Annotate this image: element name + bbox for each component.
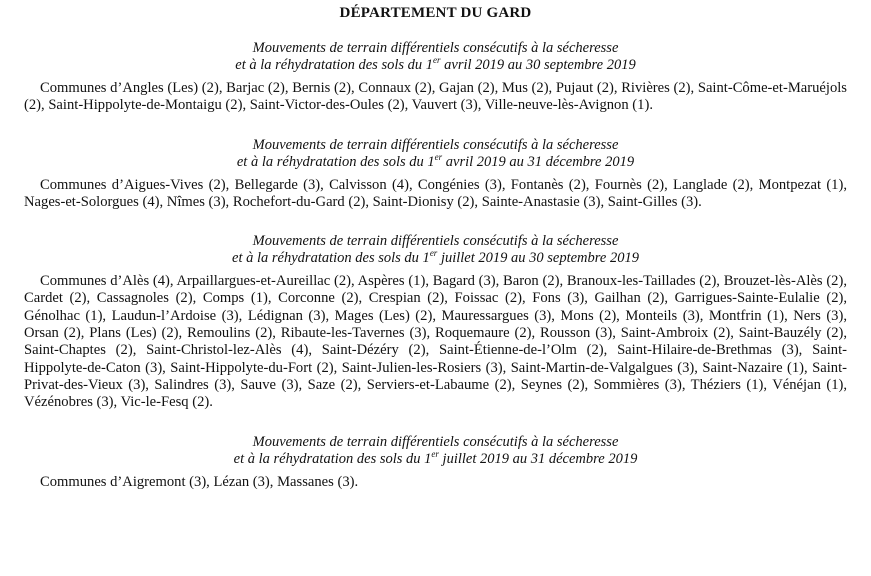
department-title: DÉPARTEMENT DU GARD [339, 5, 532, 21]
heading-line-1: Mouvements de terrain différentiels consécutifs à la sécheresse [252, 433, 619, 450]
heading-line-1: Mouvements de terrain différentiels consécutifs à la sécheresse [252, 233, 619, 250]
heading-suffix: avril 2019 au 31 décembre 2019 [442, 153, 635, 170]
heading-sup: er [433, 55, 441, 66]
heading-suffix: juillet 2019 au 31 décembre 2019 [438, 450, 638, 467]
heading-suffix: juillet 2019 au 30 septembre 2019 [437, 250, 639, 267]
heading-prefix: et à la réhydratation des sols du 1 [232, 250, 430, 267]
section-1 [24, 40, 847, 115]
heading-line-2 [24, 448, 847, 468]
heading-sup: er [431, 448, 439, 459]
heading-prefix: et à la réhydratation des sols du 1 [236, 153, 435, 170]
communes-list: Communes d’Aigues-Vives (2), Bellegarde (3), Calvisson (4), Congénies (3), Fontanès (2), Fournès (2), Langlade (2), Montpezat (1), Nages-et-Solorgues (4), Nîmes (3), Rochefort-du-Gard (2), Saint-Dionisy (2), Sainte-Anastasie (3), Saint-Gilles (3). [24, 176, 847, 210]
section-4 [24, 434, 847, 491]
section-heading [24, 40, 847, 74]
section-heading [24, 434, 847, 468]
heading-sup: er [429, 248, 438, 259]
heading-line-2 [24, 250, 847, 267]
section-heading [24, 233, 847, 267]
heading-prefix: et à la réhydratation des sols du 1 [233, 450, 432, 467]
heading-line-2 [24, 57, 847, 74]
heading-sup: er [434, 151, 443, 162]
section-2 [24, 137, 847, 212]
section-heading [24, 137, 847, 171]
heading-line-2 [24, 151, 847, 171]
heading-suffix: avril 2019 au 30 septembre 2019 [440, 57, 636, 73]
heading-line-1: Mouvements de terrain différentiels consécutifs à la sécheresse [252, 40, 619, 56]
heading-prefix: et à la réhydratation des sols du 1 [235, 57, 434, 73]
communes-list: Communes d’Alès (4), Arpaillargues-et-Aureillac (2), Aspères (1), Bagard (3), Baron (2), Branoux-les-Taillades (2), Brouzet-lès-Alès (2), Cardet (2), Cassagnoles (2), Comps (1), Corconne (2), Crespian (2), Foissac (2), Fons (3), Gailhan (2), Garrigues-Sainte-Eulalie (2), Génolhac (1), Laudun-l’Ardoise (3), Lédignan (3), Mages (Les) (2), Mauressargues (3), Mons (2), Monteils (3), Montfrin (1), Ners (3), Orsan (2), Plans (Les) (2), Remoulins (2), Ribaute-les-Tavernes (3), Roquemaure (2), Rousson (3), Saint-Ambroix (2), Saint-Bauzély (2), Saint-Chaptes (2), Saint-Christol-lez-Alès (4), Saint-Dézéry (2), Saint-Étienne-de-l’Olm (2), Saint-Hilaire-de-Brethmas (3), Saint-Hippolyte-de-Caton (3), Saint-Hippolyte-du-Fort (2), Saint-Julien-les-Rosiers (3), Saint-Martin-de-Valgalgues (3), Saint-Nazaire (1), Saint-Privat-des-Vieux (3), Salindres (3), Sauve (3), Saze (2), Serviers-et-Labaume (2), Seynes (2), Sommières (3), Théziers (1), Vénéjan (1), Vézénobres (3), Vic-le-Fesq (2). [24, 273, 847, 411]
communes-list: Communes d’Angles (Les) (2), Barjac (2), Bernis (2), Connaux (2), Gajan (2), Mus (2), Pujaut (2), Rivières (2), Saint-Côme-et-Maruéjols (2), Saint-Hippolyte-de-Montaigu (2), Saint-Victor-des-Oules (2), Vauvert (3), Ville-neuve-lès-Avignon (1). [24, 80, 847, 114]
section-3 [24, 233, 847, 411]
communes-list: Communes d’Aigremont (3), Lézan (3), Massanes (3). [40, 473, 359, 490]
heading-line-1: Mouvements de terrain différentiels consécutifs à la sécheresse [252, 136, 619, 153]
